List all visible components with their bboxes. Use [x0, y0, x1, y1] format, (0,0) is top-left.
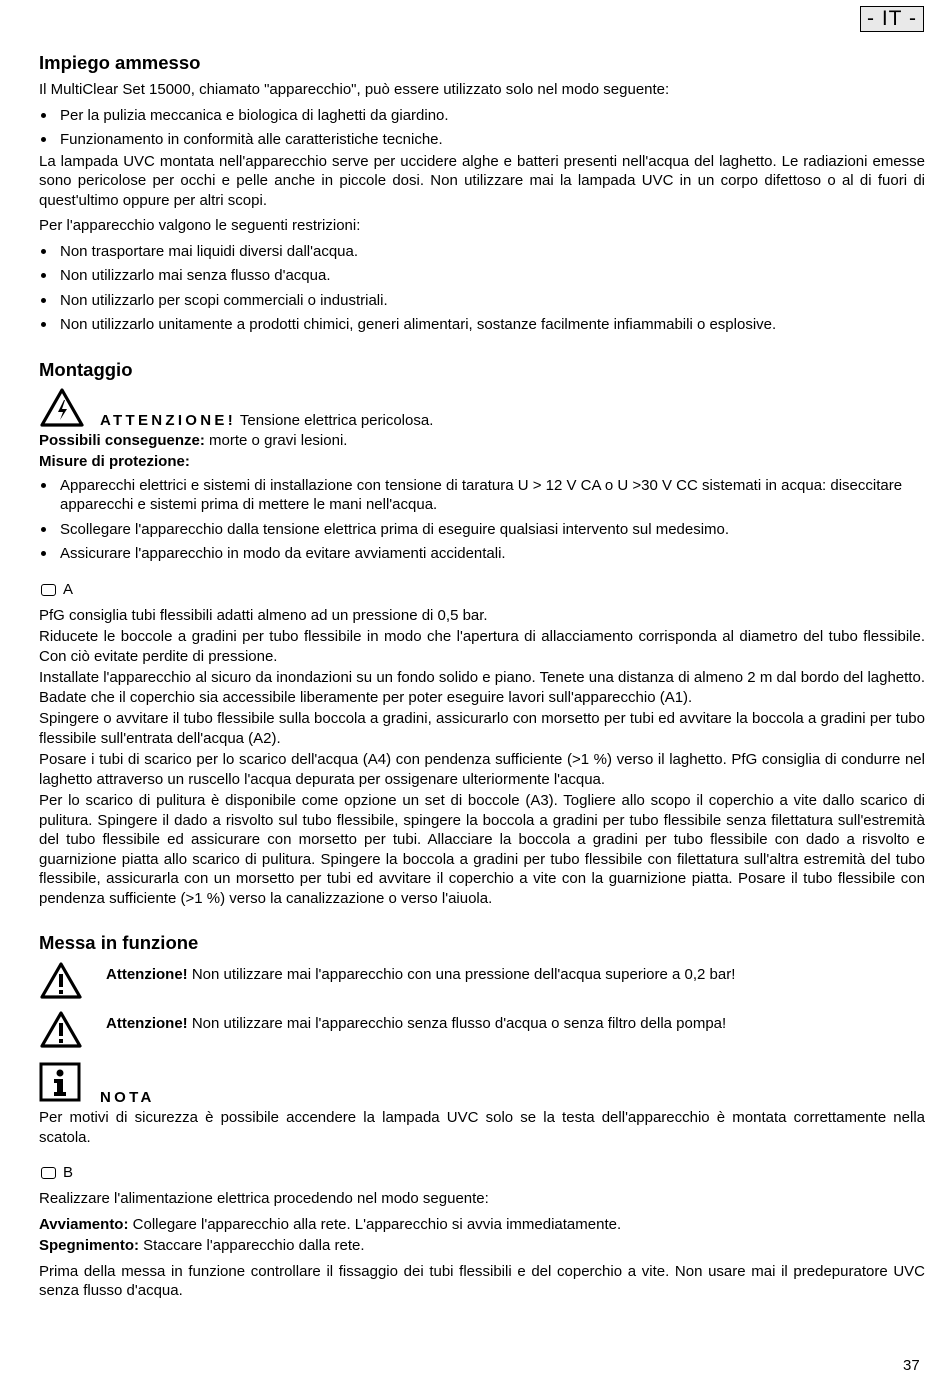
figure-icon	[41, 584, 56, 596]
attention-label: Attenzione!	[106, 966, 188, 983]
note-word: NOTA	[100, 1089, 155, 1106]
section-title-montaggio: Montaggio	[39, 358, 133, 380]
measures-label: Misure di protezione:	[39, 453, 190, 470]
list-item: Non utilizzarlo unitamente a prodotti chimici, generi alimentari, sostanze facilmente infiammabili o esplosive.	[39, 315, 925, 335]
intro-text: Il MultiClear Set 15000, chiamato "apparecchio", può essere utilizzato solo nel modo seguente:	[39, 81, 670, 98]
figure-reference-b	[39, 1163, 925, 1183]
note-text: Per motivi di sicurezza è possibile accendere la lampada UVC solo se la testa dell'apparecchio è montata correttamente nella scatola.	[39, 1109, 925, 1146]
start-label: Avviamento:	[39, 1215, 129, 1233]
stop-label: Spegnimento:	[39, 1237, 139, 1254]
info-icon	[39, 1062, 81, 1102]
attention-text: Non utilizzare mai l'apparecchio senza flusso d'acqua o senza filtro della pompa!	[191, 1015, 727, 1032]
attention-text: Non utilizzare mai l'apparecchio con una pressione dell'acqua superiore a 0,2 bar!	[191, 966, 736, 983]
restrictions-intro: Per l'apparecchio valgono le seguenti restrizioni:	[39, 217, 361, 234]
electric-hazard-icon	[39, 387, 85, 429]
final-paragraph: Prima della messa in funzione controllare il fissaggio dei tubi flessibili e del coperchio a vite. Non usare mai il predepuratore UVC senza flusso d'acqua.	[39, 1262, 925, 1299]
measures-list	[39, 476, 925, 564]
figure-icon	[41, 1167, 56, 1179]
uses-list	[39, 106, 925, 150]
note-block	[39, 1062, 925, 1106]
paragraph: Installate l'apparecchio al sicuro da inondazioni su un fondo solido e piano. Tenete una distanza di almeno 2 m dal bordo del laghetto. Badate che il coperchio sia accessibile liberamente per poter eseguire lavori sull'apparecchio (A1).	[39, 669, 925, 706]
page-number: 37	[903, 1357, 920, 1374]
language-badge: - IT -	[860, 6, 924, 32]
attention-flow	[39, 1009, 925, 1058]
stop-text: Staccare l'apparecchio dalla rete.	[143, 1237, 365, 1254]
paragraph: Per lo scarico di pulitura è disponibile come opzione un set di boccole (A3). Togliere allo scopo il coperchio a vite dallo scarico di pulitura. Spingere il dado a risvolto sul tubo flessibile, spingere la boccola a gradini per tubo flessibile senza filettatura sull'estremità del tubo flessibile ed assicurare con morsetto per tubi. Allacciare la boccola a gradini per tubo flessibile con dado a risvolto e guarnizione piatta allo scarico di pulitura. Spingere la boccola a gradini per tubo flessibile con filettatura sull'altra estremità del tubo flessibile, assicurarla con un morsetto per tubi ed avvitare il coperchio a vite con la guarnizione piatta. Posare il tubo flessibile con pendenza sufficiente (>1 %) verso la canalizzazione o verso l'aiuola.	[39, 792, 925, 907]
consequences-label: Possibili conseguenze:	[39, 431, 205, 449]
paragraph: PfG consiglia tubi flessibili adatti almeno ad un pressione di 0,5 bar.	[39, 606, 488, 624]
list-item: Assicurare l'apparecchio in modo da evitare avviamenti accidentali.	[39, 544, 925, 564]
uvc-paragraph: La lampada UVC montata nell'apparecchio serve per uccidere alghe e batteri presenti nell'acqua del laghetto. Le radiazioni emesse sono pericolose per occhi e pelle anche in piccole dosi. Non utilizzare mai la lampada UVC in un corpo difettoso o al di fuori di quest'ultimo oppure per altri scopi.	[39, 152, 925, 209]
list-item: Apparecchi elettrici e sistemi di installazione con tensione di taratura U > 12 V CA o U >30 V CC sistemati in acqua: diseccitare apparecchi e sistemi prima di mettere le mani nell'acqua.	[39, 476, 925, 515]
page-content	[39, 52, 925, 1307]
consequences-text: morte o gravi lesioni.	[209, 431, 348, 449]
paragraph: Riducete le boccole a gradini per tubo flessibile in modo che l'apertura di allacciamento corrisponda al diametro del tubo flessibile. Con ciò evitate perdite di pressione.	[39, 628, 925, 665]
figure-label: A	[63, 580, 74, 598]
figure-label: B	[63, 1164, 74, 1182]
electric-warning	[39, 387, 925, 431]
warning-word: ATTENZIONE!	[100, 411, 237, 429]
warning-text: Tensione elettrica pericolosa.	[239, 411, 434, 429]
paragraph: Spingere o avvitare il tubo flessibile sulla boccola a gradini, assicurarlo con morsetto per tubi ed avvitare la boccola a gradini per tubo flessibile sull'entrata dell'acqua (A2).	[39, 710, 925, 747]
attention-pressure	[39, 960, 925, 1009]
list-item: Non trasportare mai liquidi diversi dall'acqua.	[39, 242, 925, 262]
stop-line	[39, 1236, 925, 1256]
figure-reference-a	[39, 580, 925, 600]
list-item: Non utilizzarlo per scopi commerciali o industriali.	[39, 291, 925, 311]
power-intro: Realizzare l'alimentazione elettrica procedendo nel modo seguente:	[39, 1190, 489, 1207]
section-title-impiego: Impiego ammesso	[39, 52, 201, 73]
list-item: Per la pulizia meccanica e biologica di laghetti da giardino.	[39, 106, 925, 126]
start-text: Collegare l'apparecchio alla rete. L'apparecchio si avvia immediatamente.	[132, 1215, 622, 1233]
restrictions-list	[39, 242, 925, 335]
consequences-line	[39, 431, 925, 451]
paragraph: Posare i tubi di scarico per lo scarico dell'acqua (A4) con pendenza sufficiente (>1 %) verso il laghetto. PfG consiglia di condurre nel laghetto attraverso un ruscello l'acqua depurata per ossigenare ulteriormente l'acqua.	[39, 751, 925, 788]
attention-label: Attenzione!	[106, 1015, 188, 1032]
warning-triangle-icon	[39, 1010, 83, 1050]
warning-triangle-icon	[39, 961, 83, 1001]
start-line	[39, 1215, 925, 1235]
list-item: Funzionamento in conformità alle caratteristiche tecniche.	[39, 130, 925, 150]
section-title-messa-in-funzione: Messa in funzione	[39, 932, 199, 953]
list-item: Non utilizzarlo mai senza flusso d'acqua.	[39, 266, 925, 286]
list-item: Scollegare l'apparecchio dalla tensione elettrica prima di eseguire qualsiasi intervento sul medesimo.	[39, 520, 925, 540]
